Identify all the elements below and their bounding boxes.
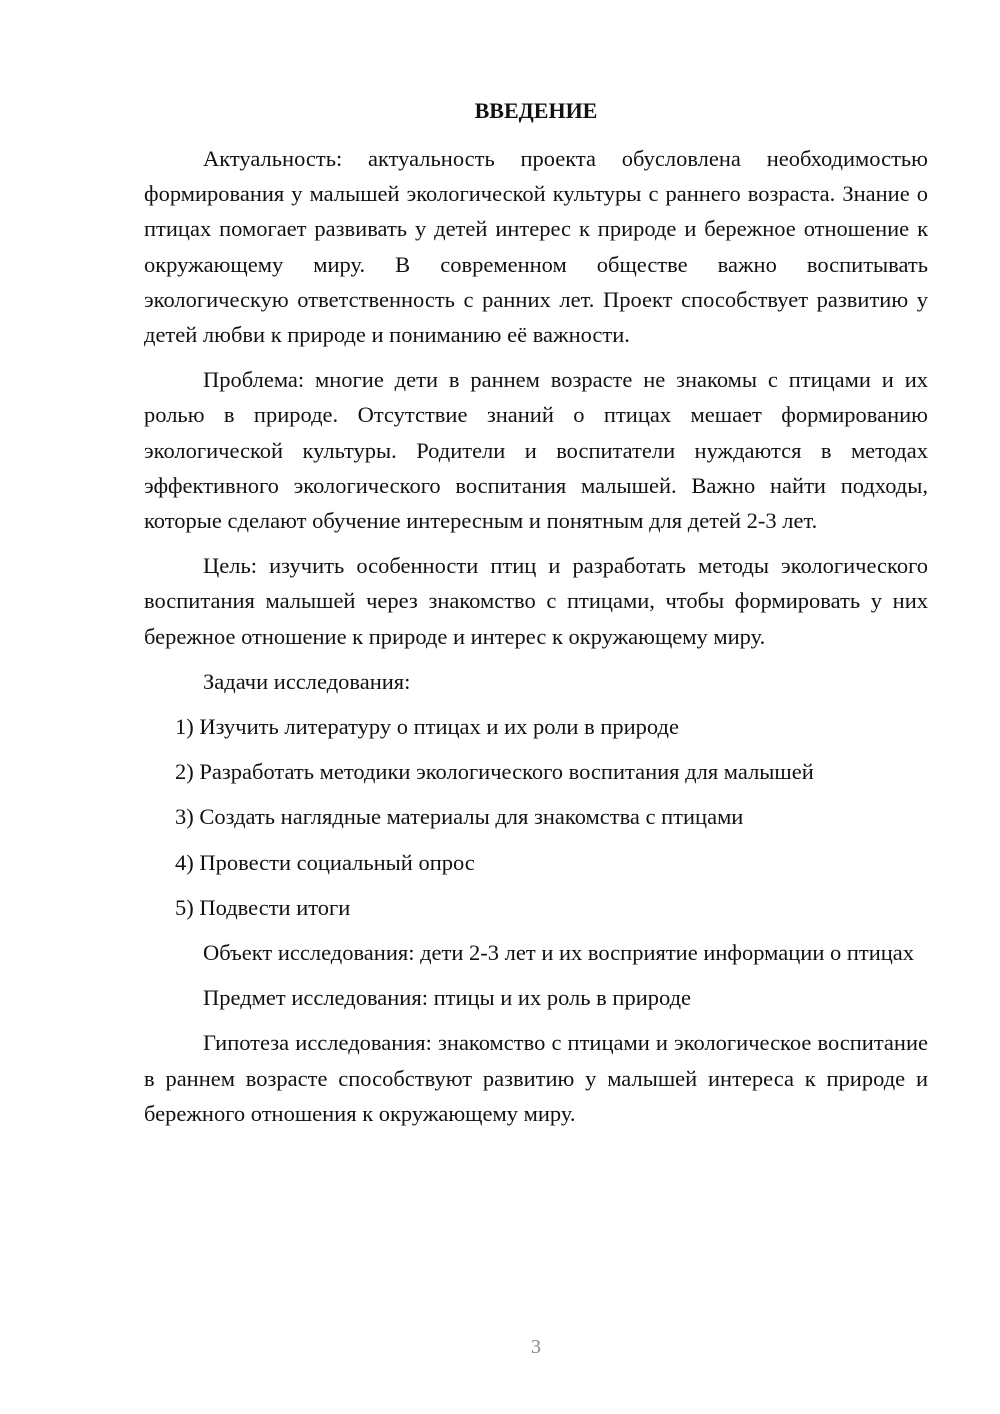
task-item: 4) Провести социальный опрос: [175, 849, 475, 875]
problem-paragraph: Проблема: многие дети в раннем возрасте не знакомы с птицами и их ролью в природе. Отсутствие знаний о птицах мешает формированию экологической культуры. Родители и воспитатели нуждаются в методах эффективного экологического воспитания малышей. Важно найти подходы, которые сделают обучение интересным и понятным для детей 2-3 лет.: [144, 367, 928, 534]
object-paragraph: Объект исследования: дети 2-3 лет и их восприятие информации о птицах: [203, 940, 915, 966]
document-body: [144, 141, 928, 1141]
task-item: 1) Изучить литературу о птицах и их роли в природе: [175, 714, 679, 740]
task-item: 2) Разработать методики экологического воспитания для малышей: [175, 759, 814, 785]
task-item: 5) Подвести итоги: [175, 894, 351, 920]
subject-paragraph: Предмет исследования: птицы и их роль в природе: [203, 985, 692, 1011]
tasks-title: Задачи исследования:: [203, 668, 411, 694]
goal-paragraph: Цель: изучить особенности птиц и разработать методы экологического воспитания малышей через знакомство с птицами, чтобы формировать у них бережное отношение к природе и интерес к окружающему миру.: [144, 553, 928, 649]
task-item: 3) Создать наглядные материалы для знакомства с птицами: [175, 804, 744, 830]
relevance-paragraph: Актуальность: актуальность проекта обусловлена необходимостью формирования у малышей экологической культуры с раннего возраста. Знание о птицах помогает развивать у детей интерес к природе и бережное отношение к окружающему миру. В современном обществе важно воспитывать экологическую ответственность с ранних лет. Проект способствует развитию у детей любви к природе и пониманию её важности.: [144, 146, 928, 348]
tasks-list: [144, 709, 928, 925]
hypothesis-paragraph: Гипотеза исследования: знакомство с птицами и экологическое воспитание в раннем возрасте способствуют развитию у малышей интереса к природе и бережного отношения к окружающему миру.: [144, 1030, 928, 1126]
page-number: 3: [531, 1336, 541, 1358]
section-heading: ВВЕДЕНИЕ: [474, 98, 598, 123]
